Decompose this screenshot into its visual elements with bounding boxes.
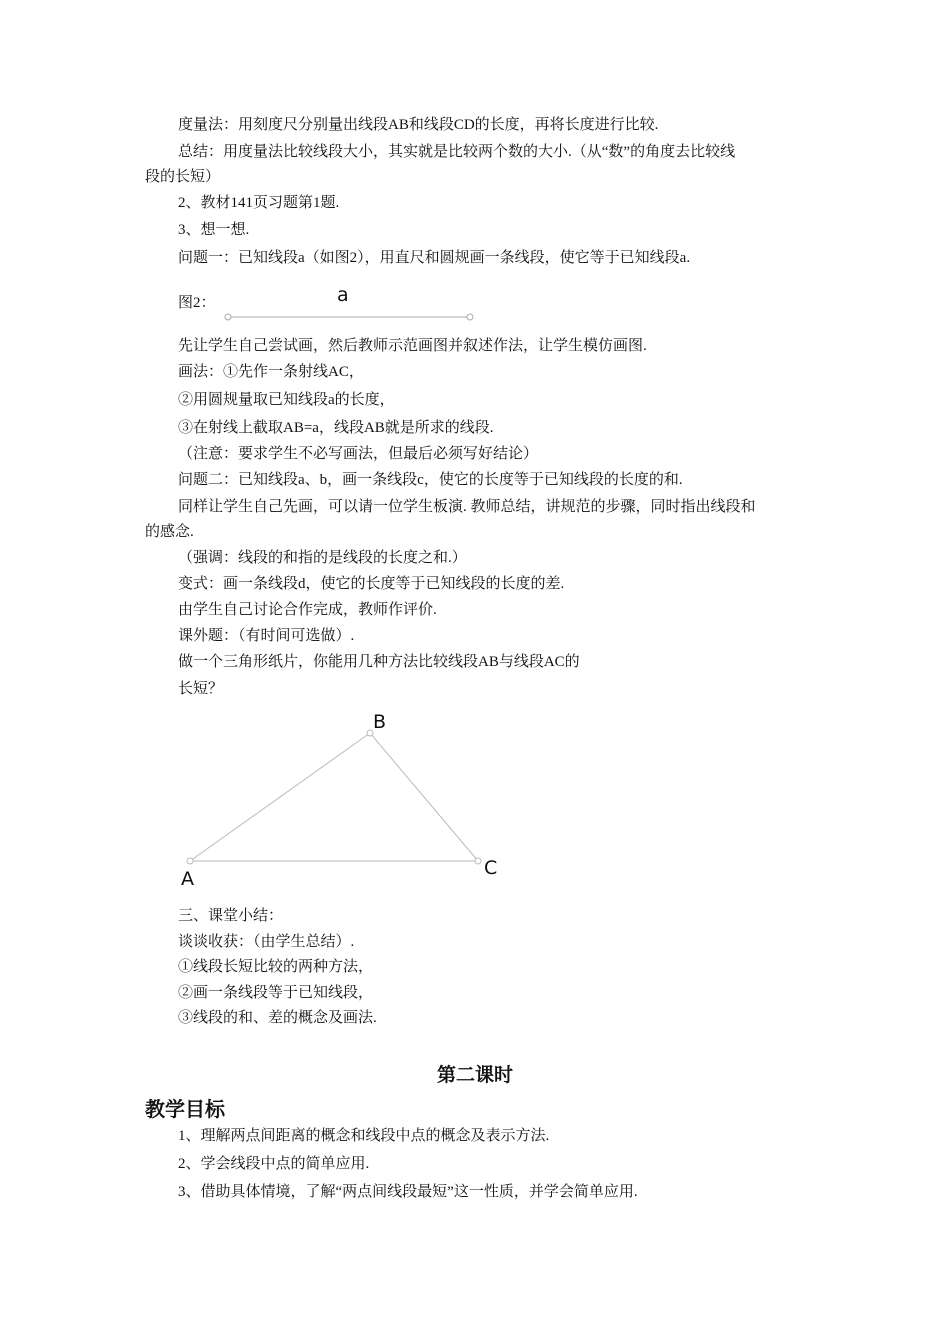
text-line: ②画一条线段等于已知线段，	[178, 985, 374, 1001]
segment-a	[225, 314, 473, 320]
text-line: ③线段的和、差的概念及画法.	[178, 1010, 377, 1026]
text-line: ①线段长短比较的两种方法，	[178, 959, 374, 975]
text-line: 问题二：已知线段a、b，画一条线段c，使它的长度等于已知线段的长度的和.	[178, 472, 683, 488]
text-line: ②用圆规量取已知线段a的长度，	[178, 392, 395, 408]
text-line: 总结：用度量法比较线段大小，其实就是比较两个数的大小.（从“数”的角度去比较线	[178, 144, 736, 160]
text-line: 谈谈收获：（由学生总结）.	[178, 934, 355, 950]
text-line: 由学生自己讨论合作完成，教师作评价.	[178, 602, 437, 618]
vertex-a-label: A	[181, 868, 194, 890]
text-line: 3、想一想.	[178, 222, 250, 238]
text-line: 段的长短）	[145, 169, 221, 185]
text-line: 长短？	[178, 681, 224, 697]
figure-caption: 图2：	[178, 295, 216, 311]
section-title: 第二课时	[436, 1065, 513, 1086]
objective-item: 3、借助具体情境，了解“两点间线段最短”这一性质，并学会简单应用.	[178, 1184, 638, 1200]
triangle-abc	[187, 730, 481, 864]
text-line: 度量法：用刻度尺分别量出线段AB和线段CD的长度，再将长度进行比较.	[178, 117, 659, 133]
vertex-c-label: C	[484, 857, 498, 879]
objective-item: 1、理解两点间距离的概念和线段中点的概念及表示方法.	[178, 1128, 550, 1144]
text-line: 先让学生自己尝试画，然后教师示范画图并叙述作法，让学生模仿画图.	[178, 338, 647, 354]
text-line: 变式：画一条线段d，使它的长度等于已知线段的长度的差.	[178, 576, 565, 592]
text-line: 画法：①先作一条射线AC，	[178, 364, 364, 380]
segment-a-label: a	[337, 284, 349, 306]
objectives-heading: 教学目标	[145, 1099, 225, 1121]
text-line: 三、课堂小结：	[178, 908, 284, 924]
text-line: ③在射线上截取AB=a，线段AB就是所求的线段.	[178, 420, 494, 436]
text-line: （注意：要求学生不必写画法，但最后必须写好结论）	[178, 446, 539, 462]
text-line: 同样让学生自己先画，可以请一位学生板演. 教师总结，讲规范的步骤，同时指出线段和	[178, 499, 756, 515]
text-line: 课外题：（有时间可选做）.	[178, 628, 355, 644]
vertex-b-label: B	[373, 711, 387, 733]
objective-item: 2、学会线段中点的简单应用.	[178, 1156, 370, 1172]
text-line: 2、教材141页习题第1题.	[178, 195, 340, 211]
text-line: 做一个三角形纸片，你能用几种方法比较线段AB与线段AC的	[178, 654, 580, 670]
text-line: 的感念.	[145, 524, 194, 540]
text-line: 问题一：已知线段a（如图2），用直尺和圆规画一条线段，使它等于已知线段a.	[178, 250, 691, 266]
text-line: （强调：线段的和指的是线段的长度之和.）	[178, 550, 467, 566]
